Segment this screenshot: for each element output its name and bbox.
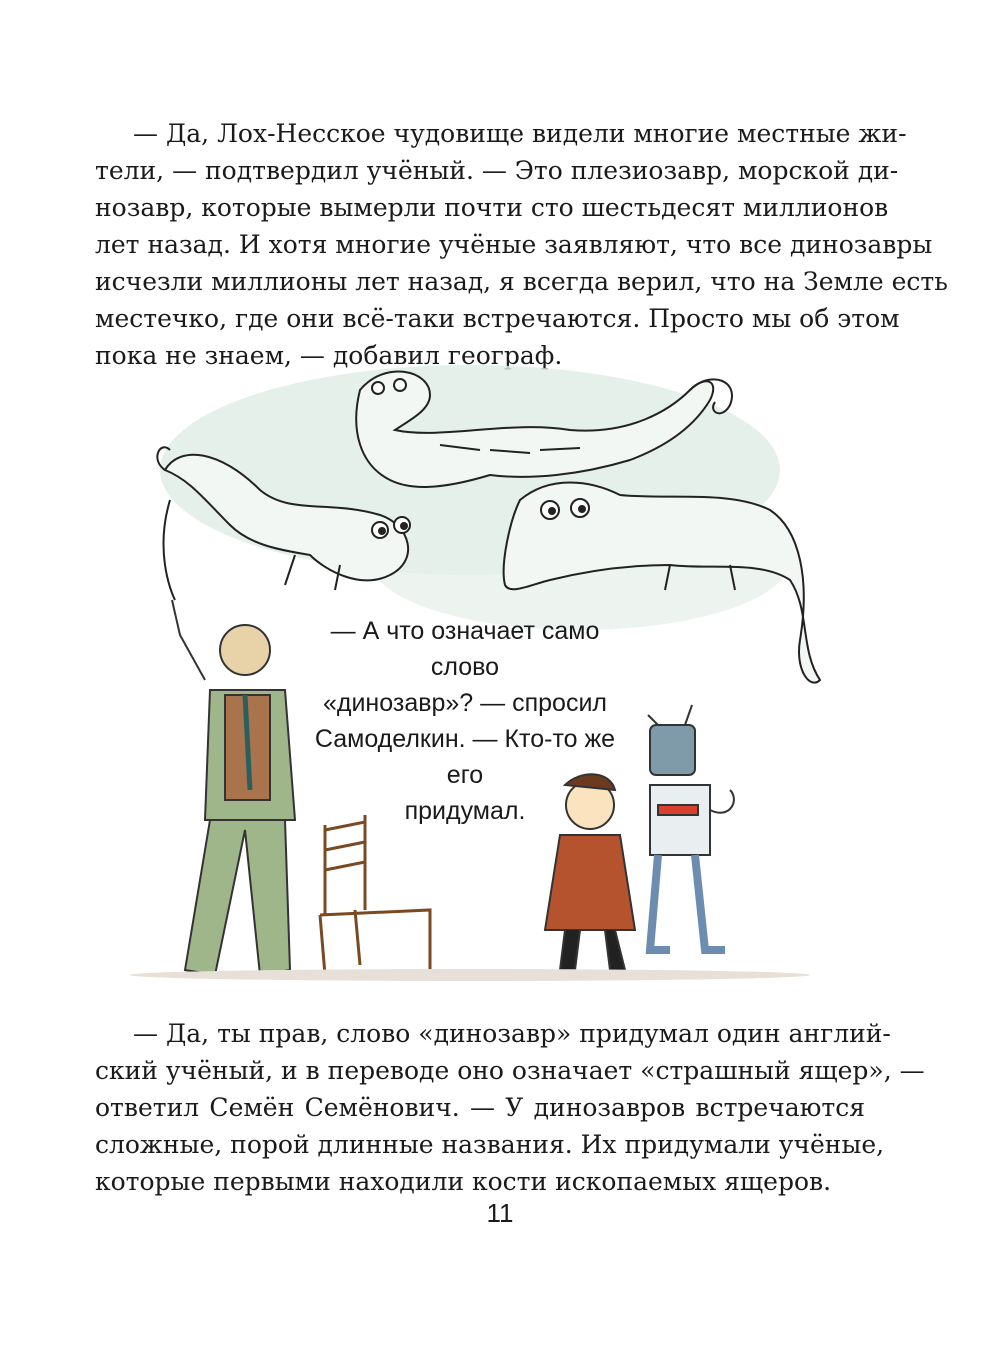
robot-figure <box>648 705 734 950</box>
text-line: сложные, порой длинные названия. Их придумали учёные, <box>95 1130 885 1159</box>
text-line: тели, — подтвердил учёный. — Это плезиозавр, морской ди- <box>95 156 899 185</box>
paragraph-top <box>95 115 948 374</box>
page-number: 11 <box>486 1198 514 1228</box>
text-line: ский учёный, и в переводе оно означает «страшный ящер», — <box>95 1056 925 1085</box>
caption-line: — А что означает само слово <box>330 617 600 681</box>
text-line: местечко, где они всё-таки встречаются. Просто мы об этом <box>95 304 900 333</box>
illustration-caption <box>300 613 630 829</box>
text-line: — Да, Лох-Несское чудовище видели многие местные жи- <box>133 119 907 148</box>
text-line: лет назад. И хотя многие учёные заявляют, что все динозавры <box>95 230 933 259</box>
text-line: — Да, ты прав, слово «динозавр» придумал один англий- <box>133 1019 891 1048</box>
scientist-figure <box>172 600 295 975</box>
text-line: которые первыми находили кости ископаемых ящеров. <box>95 1167 832 1196</box>
caption-line: «динозавр»? — спросил <box>322 689 608 717</box>
text-line: пока не знаем, — добавил географ. <box>95 341 563 370</box>
chair-icon <box>320 815 430 975</box>
text-line: ответил Семён Семёнович. — У динозавров встречаются <box>95 1093 865 1122</box>
text-line: нозавр, которые вымерли почти сто шестьдесят миллионов <box>95 193 889 222</box>
floor-shadow <box>130 969 810 981</box>
caption-line: Самоделкин. — Кто-то же его <box>314 725 616 789</box>
caption-line: придумал. <box>404 797 526 825</box>
paragraph-bottom <box>95 1015 925 1200</box>
text-line: исчезли миллионы лет назад, я всегда верил, что на Земле есть <box>95 267 948 296</box>
